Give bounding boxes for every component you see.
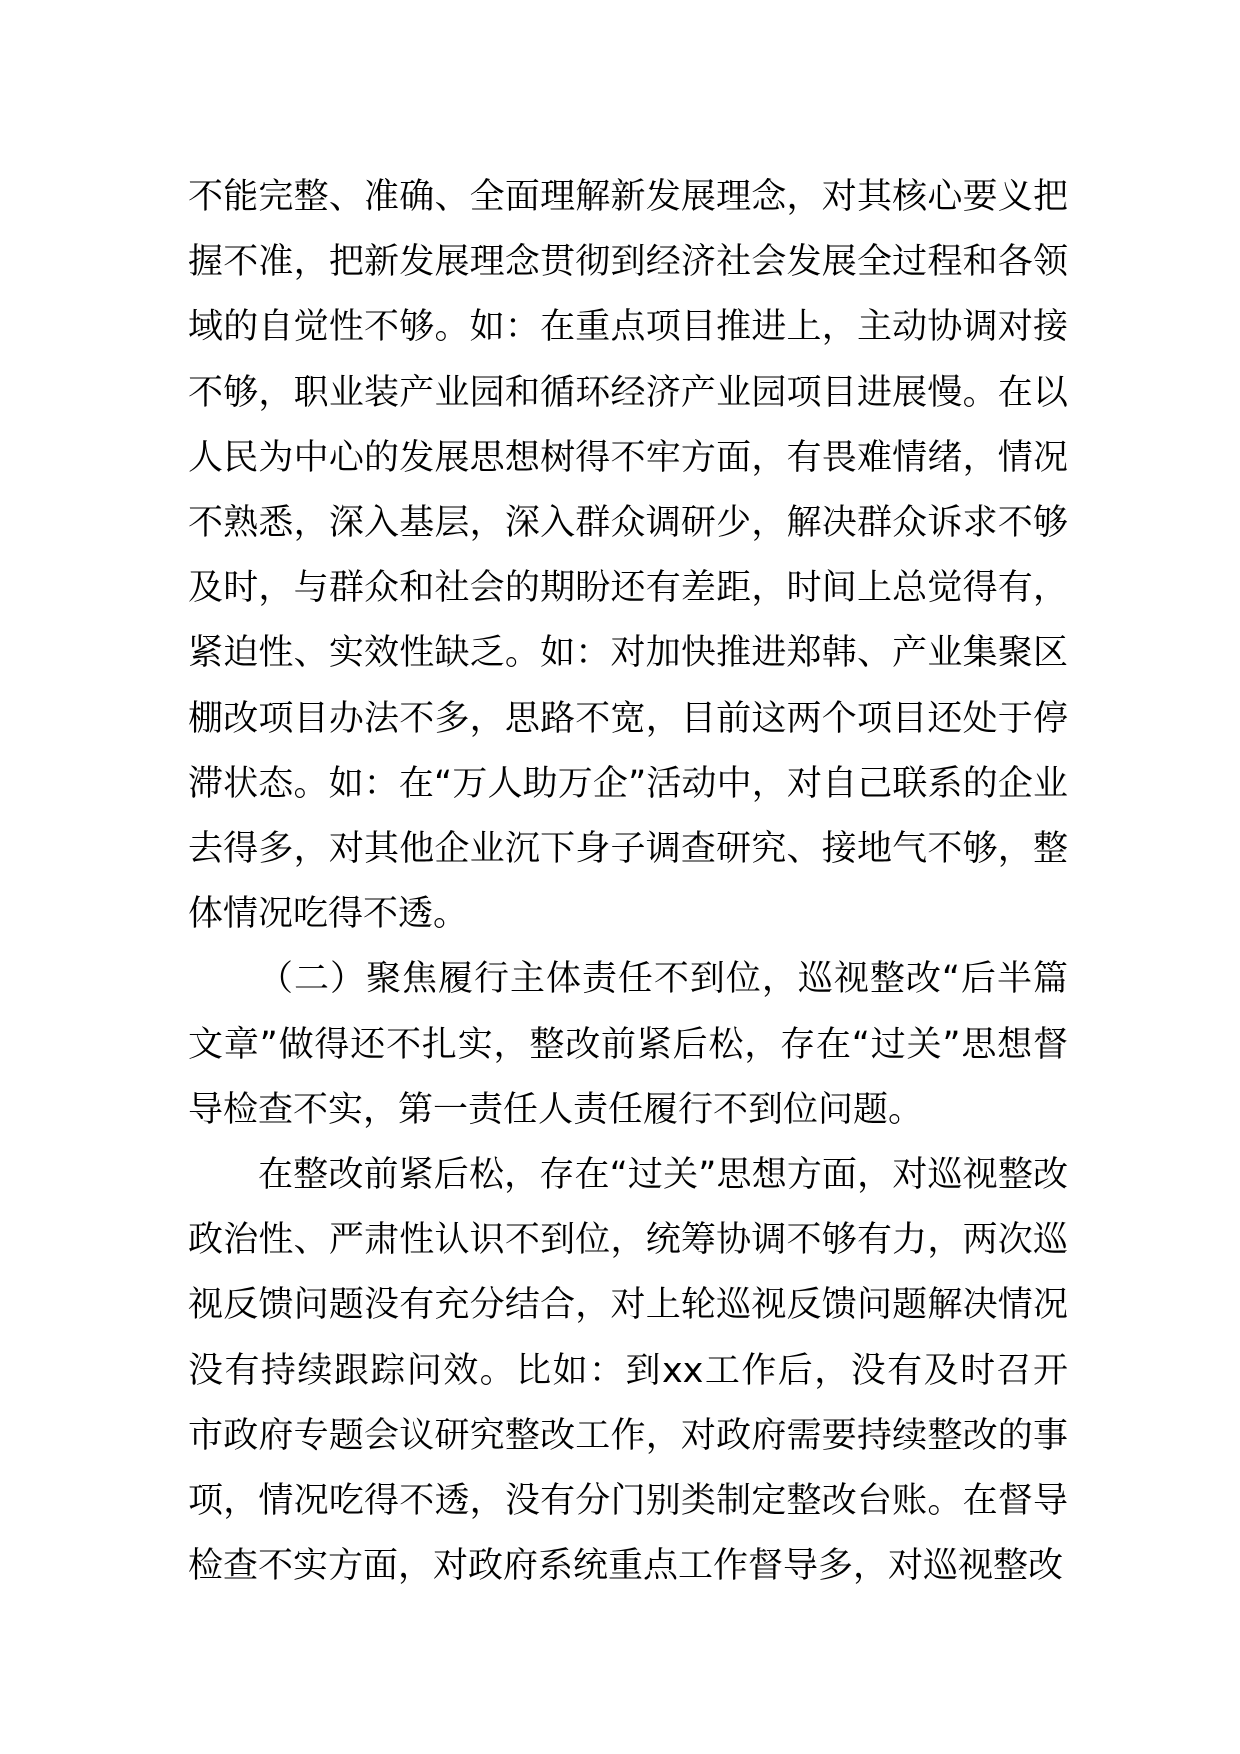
paragraph-2-section-heading: （二）聚焦履行主体责任不到位，巡视整改“后半篇文章”做得还不扎实，整改前紧后松，存在“过关”思想督导检查不实，第一责任人责任履行不到位问题。 xyxy=(188,959,1068,1130)
paragraph-3: 在整改前紧后松，存在“过关”思想方面，对巡视整改政治性、严肃性认识不到位，统筹协调不够有力，两次巡视反馈问题没有充分结合，对上轮巡视反馈问题解决情况没有持续跟踪问效。比如：到xx工作后，没有及时召开市政府专题会议研究整改工作，对政府需要持续整改的事项，情况吃得不透，没有分门别类制定整改台账。在督导检查不实方面，对政府系统重点工作督导多，对巡视整改 xyxy=(188,1155,1068,1587)
document-body xyxy=(188,165,1068,1599)
paragraph-1: 不能完整、准确、全面理解新发展理念，对其核心要义把握不准，把新发展理念贯彻到经济社会发展全过程和各领域的自觉性不够。如：在重点项目推进上，主动协调对接不够，职业装产业园和循环经济产业园项目进展慢。在以人民为中心的发展思想树得不牢方面，有畏难情绪，情况不熟悉，深入基层，深入群众调研少，解决群众诉求不够及时，与群众和社会的期盼还有差距，时间上总觉得有，紧迫性、实效性缺乏。如：对加快推进郑韩、产业集聚区棚改项目办法不多，思路不宽，目前这两个项目还处于停滞状态。如：在“万人助万企”活动中，对自己联系的企业去得多，对其他企业沉下身子调查研究、接地气不够，整体情况吃得不透。 xyxy=(188,177,1068,935)
